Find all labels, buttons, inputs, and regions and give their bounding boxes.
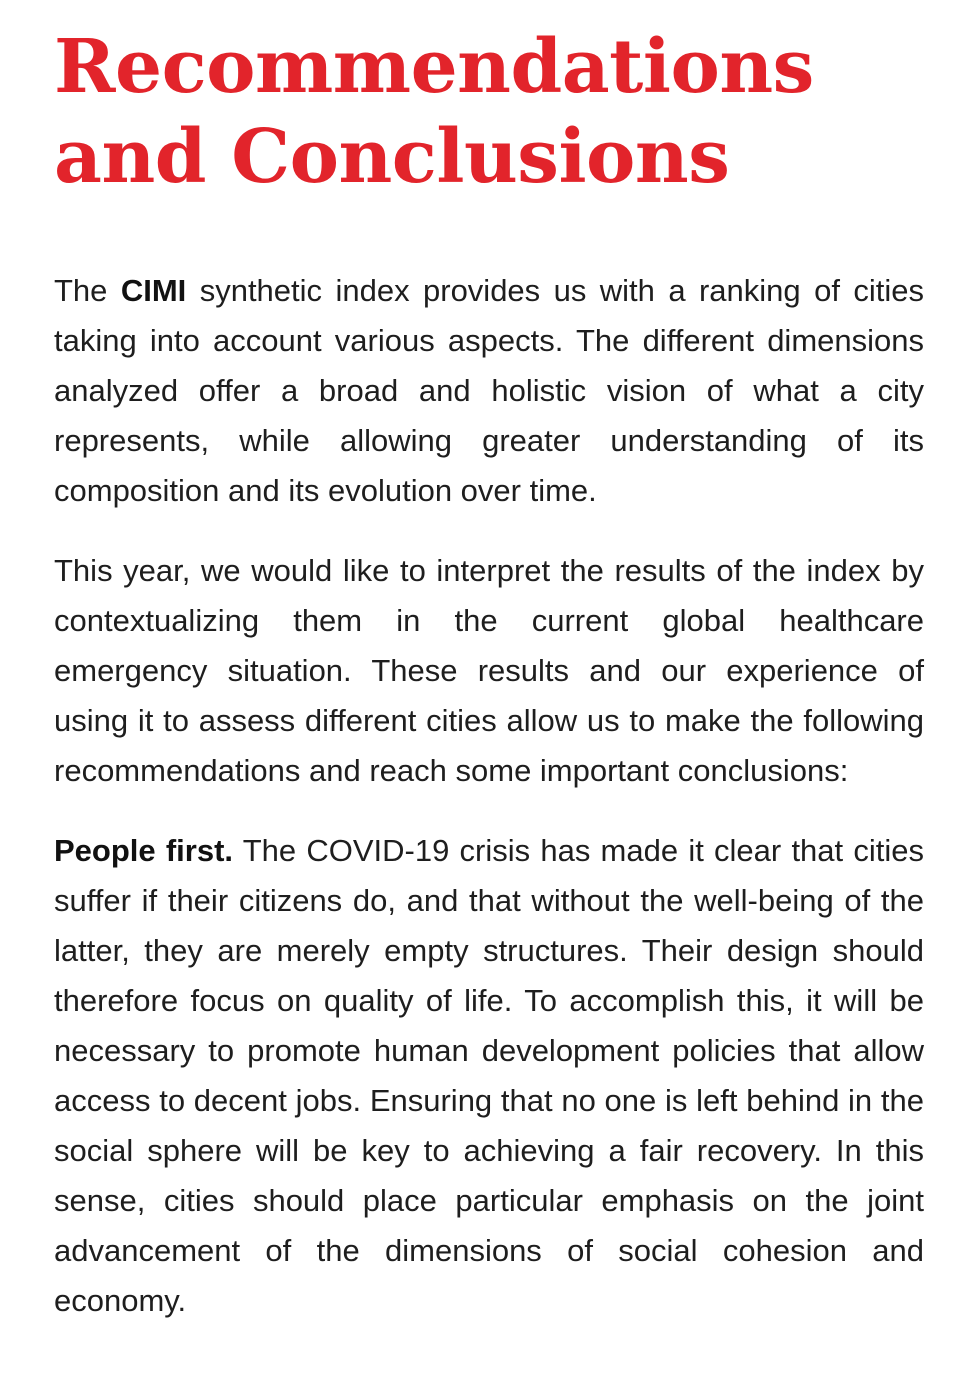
bold-heading-people-first: People first. bbox=[54, 833, 234, 868]
paragraph-people-first bbox=[54, 826, 924, 1326]
paragraph-text: The COVID-19 crisis has made it clear that cities suffer if their citizens do, and that without the well-being of the latter, they are merely empty structures. Their design should therefore focus on quality of life. To accomplish this, it will be necessary to promote human development policies that allow access to decent jobs. Ensuring that no one is left behind in the social sphere will be key to achieving a fair recovery. In this sense, cities should place particular emphasis on the joint advancement of the dimensions of social cohesion and economy. bbox=[54, 833, 924, 1318]
document-page bbox=[54, 22, 924, 1326]
paragraph-text: synthetic index provides us with a ranking of cities taking into account various aspects. The different dimensions analyzed offer a broad and holistic vision of what a city represents, while allowing greater understanding of its composition and its evolution over time. bbox=[54, 273, 924, 508]
paragraph-text: This year, we would like to interpret the results of the index by contextualizing them in the current global healthcare emergency situation. These results and our experience of using it to assess different cities allow us to make the following recommendations and reach some important conclusions: bbox=[54, 553, 924, 788]
title-line-2: and Conclusions bbox=[54, 114, 730, 200]
paragraph-this-year bbox=[54, 546, 924, 796]
paragraph-cimi-index bbox=[54, 266, 924, 516]
page-title bbox=[54, 22, 924, 202]
bold-term-cimi: CIMI bbox=[120, 273, 187, 308]
title-line-1: Recommendations bbox=[54, 24, 814, 110]
paragraph-text: The bbox=[54, 273, 121, 308]
